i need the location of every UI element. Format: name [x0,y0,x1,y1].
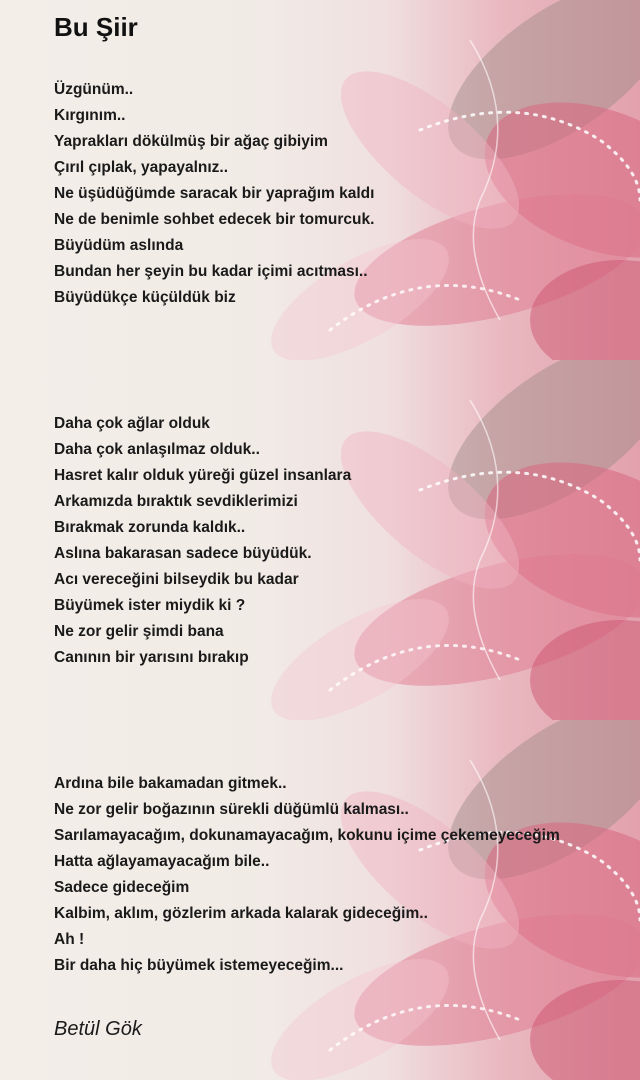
poem-line: Acı vereceğini bilseydik bu kadar [54,571,299,588]
stanza-2 [54,411,351,671]
poem-author: Betül Gök [54,1018,142,1040]
poem-title: Bu Şiir [54,12,138,42]
poem-line: Çırıl çıplak, yapayalnız.. [54,159,229,176]
poem-line: Sadece gideceğim [54,879,190,896]
poem-line: Büyüdükçe küçüldük biz [54,289,236,306]
poem-line: Ah ! [54,931,85,948]
poem-line: Üzgünüm.. [54,81,134,98]
poem-line: Hasret kalır olduk yüreği güzel insanlara [54,467,352,484]
poem-line: Arkamızda bıraktık sevdiklerimizi [54,493,298,510]
poem-line: Ne üşüdüğümde saracak bir yaprağım kaldı [54,185,375,202]
poem-line: Bırakmak zorunda kaldık.. [54,519,246,536]
poem-line: Sarılamayacağım, dokunamayacağım, kokunu içime çekemeyeceğim [54,827,560,844]
poem-line: Aslına bakarasan sadece büyüdük. [54,545,312,562]
poem-line: Ne zor gelir şimdi bana [54,623,224,640]
stanza-1 [54,77,374,311]
poem-line: Bir daha hiç büyümek istemeyeceğim... [54,957,344,974]
poem-line: Daha çok anlaşılmaz olduk.. [54,441,260,458]
poem-line: Hatta ağlayamayacağım bile.. [54,853,270,870]
poem-line: Kalbim, aklım, gözlerim arkada kalarak gideceğim.. [54,905,428,922]
poem-line: Canının bir yarısını bırakıp [54,649,249,666]
poem-line: Ne zor gelir boğazının sürekli düğümlü kalması.. [54,801,409,818]
poem-line: Daha çok ağlar olduk [54,415,210,432]
poem-line: Bundan her şeyin bu kadar içimi acıtması.. [54,263,368,280]
stanza-3 [54,771,560,979]
poem-line: Büyüdüm aslında [54,237,184,254]
poem-line: Ardına bile bakamadan gitmek.. [54,775,287,792]
poem-line: Büyümek ister miydik ki ? [54,597,246,614]
poem-line: Yaprakları dökülmüş bir ağaç gibiyim [54,133,328,150]
poem-line: Kırgınım.. [54,107,126,124]
poem-line: Ne de benimle sohbet edecek bir tomurcuk. [54,211,375,228]
